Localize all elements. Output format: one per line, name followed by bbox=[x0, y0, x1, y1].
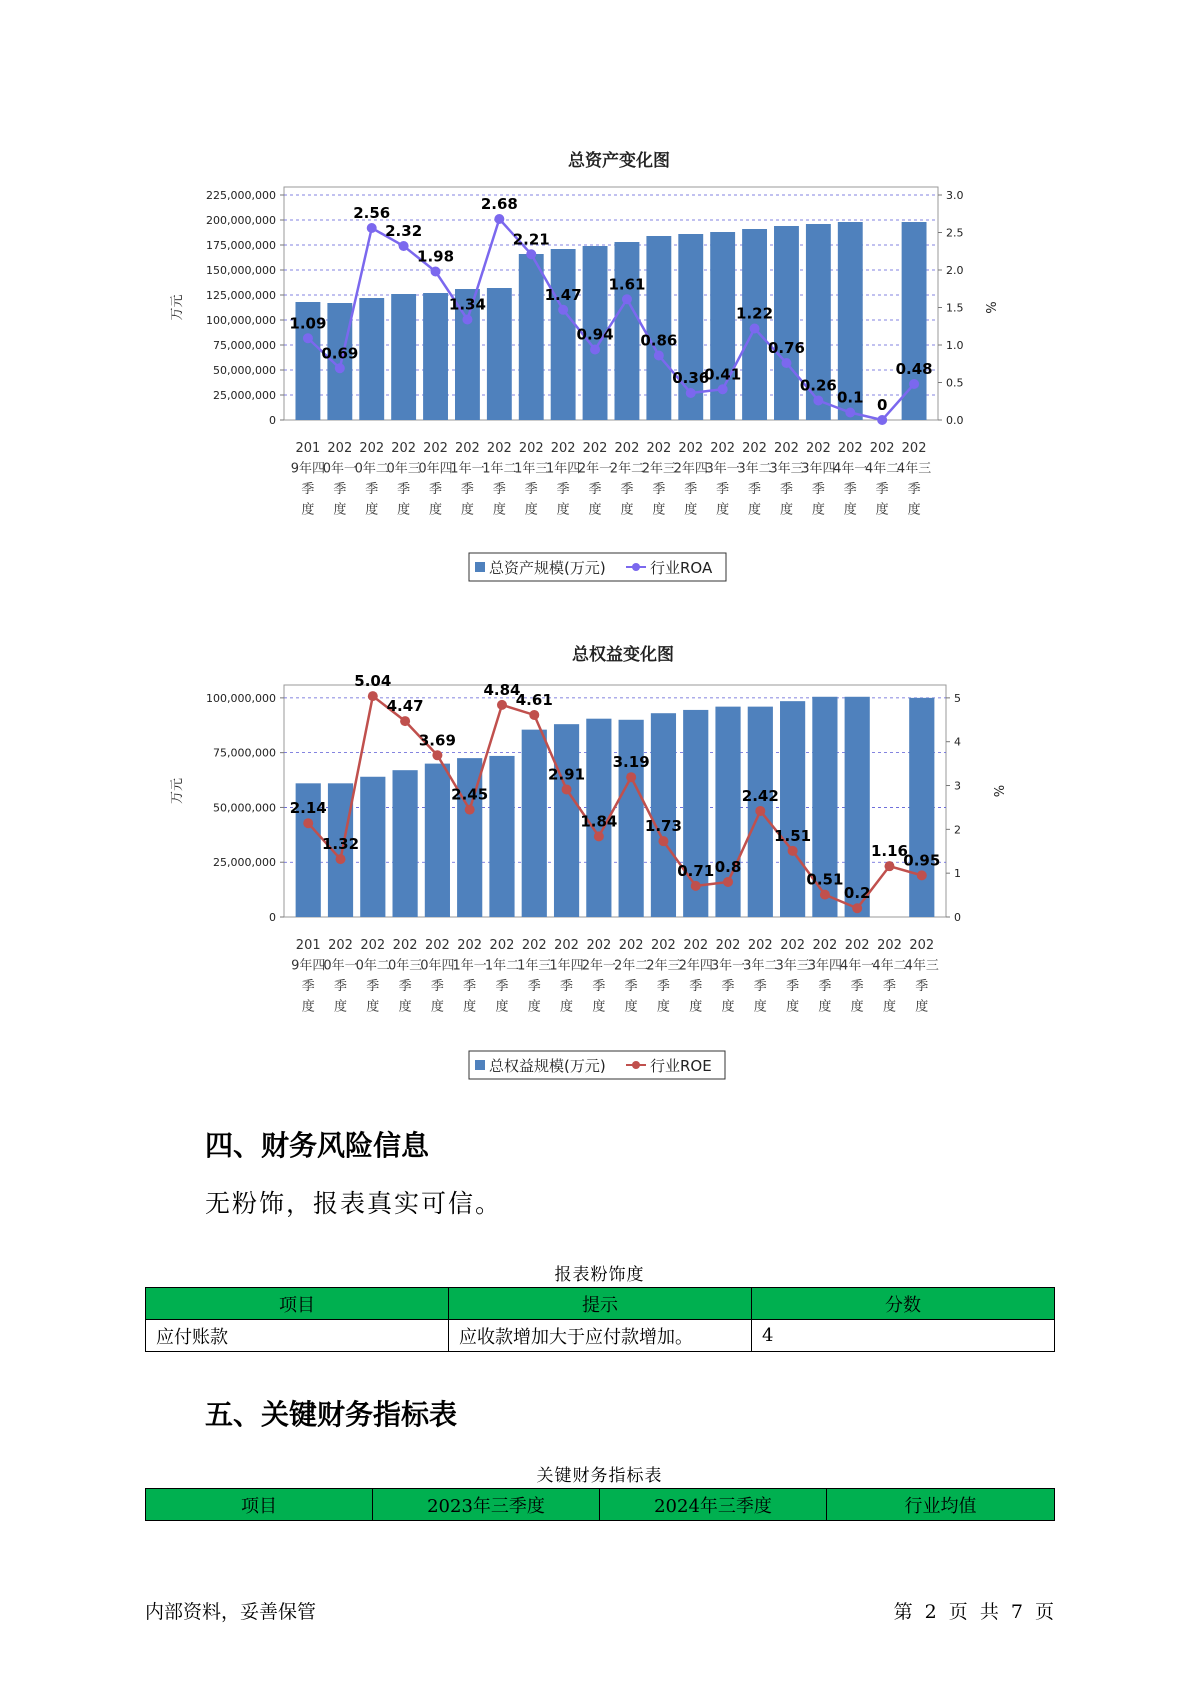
key-indicators-table bbox=[145, 1488, 1055, 1521]
data-label: 4.47 bbox=[386, 697, 424, 716]
line-point bbox=[400, 716, 410, 726]
y-tick-label-left: 175,000,000 bbox=[206, 239, 276, 252]
x-tick-label: 202 4年一季度 bbox=[840, 938, 875, 1015]
x-tick-label: 202 4年二季度 bbox=[872, 938, 907, 1015]
y-tick-label-left: 0 bbox=[269, 414, 276, 427]
y-tick-label-left: 100,000,000 bbox=[206, 691, 276, 705]
x-tick-label: 202 0年四季度 bbox=[418, 441, 453, 518]
y-tick-label-left: 225,000,000 bbox=[206, 189, 276, 202]
table-row bbox=[146, 1320, 1055, 1352]
x-tick-label: 202 3年二季度 bbox=[737, 441, 772, 518]
legend-bar-label: 总资产规模(万元) bbox=[489, 559, 606, 577]
data-label: 1.47 bbox=[544, 285, 582, 304]
y-tick-label-right: 1.0 bbox=[946, 339, 964, 352]
data-label: 0.86 bbox=[640, 331, 678, 350]
x-tick-label: 202 2年四季度 bbox=[673, 441, 708, 518]
line-point bbox=[497, 700, 507, 710]
data-label: 3.19 bbox=[612, 753, 650, 772]
x-tick-label: 202 3年四季度 bbox=[807, 938, 843, 1015]
x-tick-label: 202 4年二季度 bbox=[865, 441, 900, 518]
x-tick-label: 202 4年一季度 bbox=[833, 441, 868, 518]
header-item: 项目 bbox=[146, 1489, 373, 1521]
x-tick-label: 202 1年二季度 bbox=[484, 938, 520, 1015]
data-label: 0.41 bbox=[704, 365, 742, 384]
line-point bbox=[691, 881, 701, 891]
bar bbox=[522, 730, 547, 917]
section-5-title: 五、关键财务指标表 bbox=[205, 1398, 458, 1431]
y-tick-label-left: 125,000,000 bbox=[206, 289, 276, 302]
y-tick-label-right: 0.5 bbox=[946, 376, 964, 390]
line-point bbox=[626, 772, 636, 782]
header-item: 项目 bbox=[146, 1288, 449, 1320]
data-label: 2.32 bbox=[385, 222, 423, 240]
data-label: 2.68 bbox=[480, 195, 518, 213]
x-tick-label: 202 1年二季度 bbox=[482, 441, 517, 518]
legend-line-marker bbox=[632, 1061, 640, 1069]
line-point bbox=[368, 691, 378, 701]
y-tick-label-left: 50,000,000 bbox=[213, 801, 276, 815]
bar bbox=[651, 713, 676, 917]
x-tick-label: 202 3年二季度 bbox=[743, 938, 778, 1015]
x-tick-label: 202 2年二季度 bbox=[614, 938, 649, 1015]
legend-bar-swatch bbox=[475, 1060, 485, 1070]
x-tick-label: 202 2年三季度 bbox=[646, 938, 681, 1015]
line-point bbox=[562, 784, 572, 794]
footer-confidential: 内部资料，妥善保管 bbox=[145, 1601, 317, 1623]
line-point bbox=[594, 831, 604, 841]
x-tick-label: 202 3年一季度 bbox=[705, 441, 740, 518]
table-header-row bbox=[146, 1489, 1055, 1521]
y-tick-label-right: 3.0 bbox=[946, 189, 964, 202]
x-tick-label: 202 2年一季度 bbox=[577, 441, 613, 518]
data-label: 0.36 bbox=[672, 369, 710, 387]
y-tick-label-right: 1 bbox=[954, 867, 961, 881]
x-tick-label: 202 1年一季度 bbox=[450, 441, 485, 518]
y-tick-label-left: 25,000,000 bbox=[213, 856, 276, 870]
y-tick-label-right: 4 bbox=[954, 735, 961, 749]
line-point bbox=[852, 903, 862, 913]
x-tick-label: 202 0年一季度 bbox=[322, 441, 357, 518]
data-label: 0.2 bbox=[843, 884, 871, 903]
bar bbox=[909, 698, 934, 917]
key-indicators-caption: 关键财务指标表 bbox=[536, 1466, 663, 1486]
data-label: 4.61 bbox=[515, 690, 553, 709]
data-label: 0.94 bbox=[576, 325, 614, 344]
x-tick-label: 202 0年四季度 bbox=[420, 938, 455, 1015]
data-label: 0.1 bbox=[836, 388, 864, 407]
data-label: 1.84 bbox=[580, 812, 618, 831]
legend-line-label: 行业ROA bbox=[650, 559, 713, 577]
data-label: 2.21 bbox=[512, 230, 550, 249]
data-label: 2.14 bbox=[289, 799, 327, 818]
x-tick-label: 202 3年三季度 bbox=[769, 441, 804, 518]
y-axis-label-right: % bbox=[990, 784, 1005, 798]
header-2024q3: 2024年三季度 bbox=[600, 1489, 827, 1521]
y-tick-label-right: 2 bbox=[954, 823, 961, 837]
x-tick-label: 202 4年三季度 bbox=[896, 441, 932, 518]
whitewash-table bbox=[145, 1287, 1055, 1352]
x-tick-label: 202 2年一季度 bbox=[581, 938, 616, 1015]
header-score: 分数 bbox=[752, 1288, 1055, 1320]
data-label: 1.32 bbox=[322, 835, 360, 854]
data-label: 1.34 bbox=[448, 295, 486, 314]
data-label: 0.76 bbox=[767, 339, 805, 357]
table-header-row bbox=[146, 1288, 1055, 1320]
data-label: 2.42 bbox=[741, 786, 779, 805]
bar bbox=[619, 720, 644, 917]
chart-title: 总资产变化图 bbox=[568, 151, 670, 171]
line-point bbox=[465, 805, 475, 815]
data-label: 0.26 bbox=[799, 376, 837, 395]
bar bbox=[425, 764, 450, 917]
data-label: 3.69 bbox=[418, 731, 456, 750]
y-axis-label-right: % bbox=[982, 301, 997, 314]
y-axis-label-left: 万元 bbox=[170, 294, 185, 321]
line-point bbox=[788, 846, 798, 856]
data-label: 1.61 bbox=[608, 275, 646, 294]
x-tick-label: 202 2年四季度 bbox=[678, 938, 713, 1015]
y-tick-label-right: 0.0 bbox=[946, 414, 964, 427]
x-tick-label: 202 2年二季度 bbox=[609, 441, 645, 518]
bar bbox=[780, 701, 805, 917]
y-axis-label-left: 万元 bbox=[170, 777, 185, 805]
data-label: 0.8 bbox=[714, 857, 742, 876]
y-tick-label-right: 2.5 bbox=[946, 226, 964, 240]
y-tick-label-left: 75,000,000 bbox=[213, 339, 276, 352]
data-label: 0.95 bbox=[903, 851, 941, 870]
bar bbox=[360, 777, 385, 917]
x-tick-label: 202 0年二季度 bbox=[355, 938, 390, 1015]
x-tick-label: 202 1年三季度 bbox=[517, 938, 552, 1015]
y-tick-label-left: 50,000,000 bbox=[213, 364, 276, 377]
y-tick-label-left: 75,000,000 bbox=[213, 746, 276, 760]
cell-score: 4 bbox=[752, 1320, 1055, 1352]
line-point bbox=[755, 806, 765, 816]
x-tick-label: 202 1年四季度 bbox=[546, 441, 581, 518]
data-label: 1.73 bbox=[644, 817, 682, 836]
y-tick-label-left: 150,000,000 bbox=[206, 264, 276, 277]
line-point bbox=[658, 836, 668, 846]
x-tick-label: 202 0年二季度 bbox=[354, 441, 389, 518]
x-tick-label: 202 1年四季度 bbox=[549, 938, 584, 1015]
bar bbox=[489, 756, 514, 917]
data-label: 4.84 bbox=[483, 680, 521, 699]
header-hint: 提示 bbox=[449, 1288, 752, 1320]
data-label: 1.51 bbox=[774, 826, 812, 845]
data-label: 0.51 bbox=[806, 870, 844, 889]
x-tick-label: 201 9年四季度 bbox=[291, 938, 326, 1015]
y-tick-label-left: 25,000,000 bbox=[213, 389, 276, 402]
cell-item: 应付账款 bbox=[146, 1320, 449, 1352]
line-point bbox=[723, 877, 733, 887]
legend-line-label: 行业ROE bbox=[650, 1057, 712, 1075]
y-tick-label-right: 1.5 bbox=[946, 301, 964, 315]
data-label: 0 bbox=[876, 396, 888, 414]
x-tick-label: 202 2年三季度 bbox=[641, 441, 676, 518]
risk-summary-text: 无粉饰，报表真实可信。 bbox=[205, 1189, 503, 1218]
data-label: 5.04 bbox=[354, 672, 392, 691]
whitewash-table-caption: 报表粉饰度 bbox=[554, 1265, 645, 1285]
x-tick-label: 201 9年四季度 bbox=[290, 441, 326, 518]
data-label: 1.09 bbox=[289, 314, 327, 333]
line-point bbox=[529, 710, 539, 720]
x-tick-label: 202 0年一季度 bbox=[323, 938, 358, 1015]
footer-page-number: 第 2 页 共 7 页 bbox=[893, 1601, 1054, 1623]
line-point bbox=[336, 854, 346, 864]
x-tick-label: 202 3年四季度 bbox=[801, 441, 836, 518]
section-4-title: 四、财务风险信息 bbox=[205, 1129, 430, 1162]
y-tick-label-left: 0 bbox=[269, 911, 276, 924]
cell-hint: 应收款增加大于应付款增加。 bbox=[449, 1320, 752, 1352]
x-tick-label: 202 0年三季度 bbox=[386, 441, 421, 518]
bar bbox=[393, 770, 418, 917]
header-2023q3: 2023年三季度 bbox=[373, 1489, 600, 1521]
header-industry-avg: 行业均值 bbox=[827, 1489, 1055, 1521]
y-tick-label-right: 3 bbox=[954, 779, 961, 793]
line-point bbox=[820, 890, 830, 900]
line-point bbox=[917, 870, 927, 880]
data-label: 0.69 bbox=[321, 344, 359, 363]
data-label: 2.45 bbox=[451, 785, 489, 804]
x-tick-label: 202 4年三季度 bbox=[904, 938, 939, 1015]
data-label: 2.91 bbox=[548, 765, 586, 784]
x-tick-label: 202 3年三季度 bbox=[775, 938, 810, 1015]
x-tick-label: 202 3年一季度 bbox=[710, 938, 746, 1015]
x-tick-label: 202 1年一季度 bbox=[452, 938, 487, 1015]
x-tick-label: 202 1年三季度 bbox=[514, 441, 549, 518]
line-point bbox=[884, 861, 894, 871]
line-point bbox=[303, 818, 313, 828]
x-tick-label: 202 0年三季度 bbox=[387, 938, 423, 1015]
y-tick-label-right: 0 bbox=[954, 911, 961, 924]
y-tick-label-left: 100,000,000 bbox=[206, 314, 276, 327]
bar bbox=[554, 724, 579, 917]
y-tick-label-right: 5 bbox=[954, 691, 961, 705]
data-label: 1.22 bbox=[736, 304, 774, 323]
data-label: 2.56 bbox=[353, 204, 391, 222]
data-label: 1.16 bbox=[870, 842, 908, 861]
data-label: 0.48 bbox=[895, 360, 933, 378]
y-tick-label-right: 2.0 bbox=[946, 264, 964, 277]
y-tick-label-left: 200,000,000 bbox=[206, 214, 276, 227]
data-label: 0.71 bbox=[677, 861, 715, 880]
line-point bbox=[432, 750, 442, 760]
chart-title: 总权益变化图 bbox=[572, 645, 674, 665]
data-label: 1.98 bbox=[417, 247, 455, 266]
legend-bar-label: 总权益规模(万元) bbox=[489, 1057, 606, 1075]
